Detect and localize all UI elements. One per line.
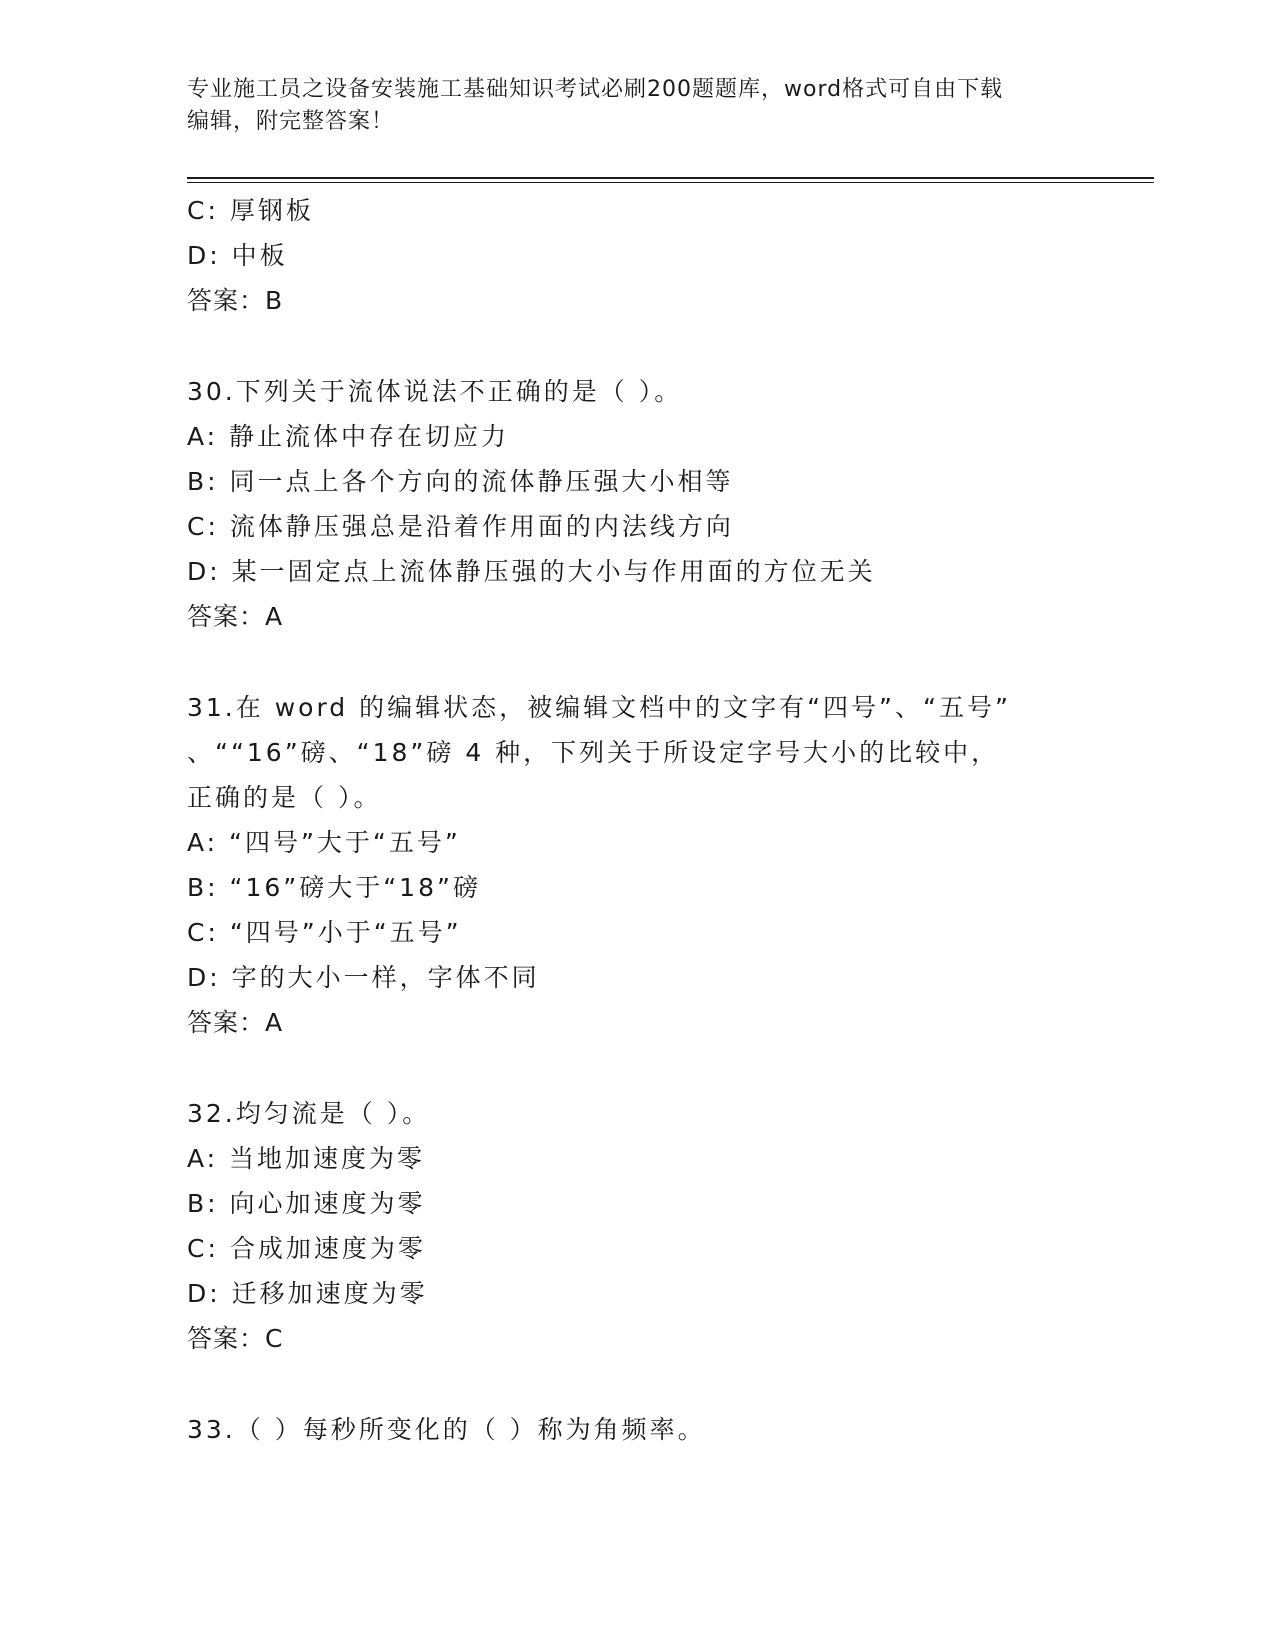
- spacer: [187, 1045, 1087, 1091]
- q30-option-a: A: 静止流体中存在切应力: [187, 422, 510, 451]
- q30-answer: 答案：A: [187, 602, 284, 631]
- q30-option-d: D: 某一固定点上流体静压强的大小与作用面的方位无关: [187, 557, 876, 586]
- document-title-line-2: 编辑，附完整答案！: [187, 109, 395, 134]
- question-list: [187, 188, 1087, 1452]
- page-header: [187, 74, 1067, 138]
- q32-option-b: B: 向心加速度为零: [187, 1189, 426, 1218]
- q32-answer: 答案：C: [187, 1324, 284, 1353]
- q31-answer: 答案：A: [187, 1008, 284, 1037]
- header-divider-thin: [187, 182, 1154, 183]
- q29-option-c: C: 厚钢板: [187, 196, 314, 225]
- question-32: [187, 1091, 1087, 1361]
- q30-option-b: B: 同一点上各个方向的流体静压强大小相等: [187, 467, 734, 496]
- q32-option-c: C: 合成加速度为零: [187, 1234, 426, 1263]
- q29-answer: 答案：B: [187, 286, 284, 315]
- q31-stem-line-2: 、““16”磅、“18”磅 4 种，下列关于所设定字号大小的比较中，: [187, 738, 1000, 767]
- spacer: [187, 1361, 1087, 1407]
- question-30: [187, 369, 1087, 639]
- q31-option-d: D: 字的大小一样，字体不同: [187, 963, 540, 992]
- q30-option-c: C: 流体静压强总是沿着作用面的内法线方向: [187, 512, 734, 541]
- question-29: [187, 188, 1087, 323]
- q31-stem-line-3: 正确的是（ ）。: [187, 783, 382, 812]
- q31-option-c: C: “四号”小于“五号”: [187, 918, 462, 947]
- q31-stem-line-1: 31.在 word 的编辑状态，被编辑文档中的文字有“四号”、“五号”: [187, 693, 1011, 722]
- q31-option-a: A: “四号”大于“五号”: [187, 828, 461, 857]
- spacer: [187, 323, 1087, 369]
- q32-option-d: D: 迁移加速度为零: [187, 1279, 428, 1308]
- q30-stem: 30.下列关于流体说法不正确的是（ ）。: [187, 377, 683, 406]
- q31-option-b: B: “16”磅大于“18”磅: [187, 873, 481, 902]
- q29-option-d: D: 中板: [187, 241, 288, 270]
- question-31: [187, 685, 1087, 1045]
- question-33: [187, 1407, 1087, 1452]
- q33-stem: 33.（ ）每秒所变化的（ ）称为角频率。: [187, 1415, 706, 1444]
- q32-stem: 32.均匀流是（ ）。: [187, 1099, 431, 1128]
- spacer: [187, 639, 1087, 685]
- q32-option-a: A: 当地加速度为零: [187, 1144, 426, 1173]
- document-title-line-1: 专业施工员之设备安装施工基础知识考试必刷200题题库，word格式可自由下载: [187, 77, 1004, 102]
- header-divider-thick: [187, 177, 1154, 179]
